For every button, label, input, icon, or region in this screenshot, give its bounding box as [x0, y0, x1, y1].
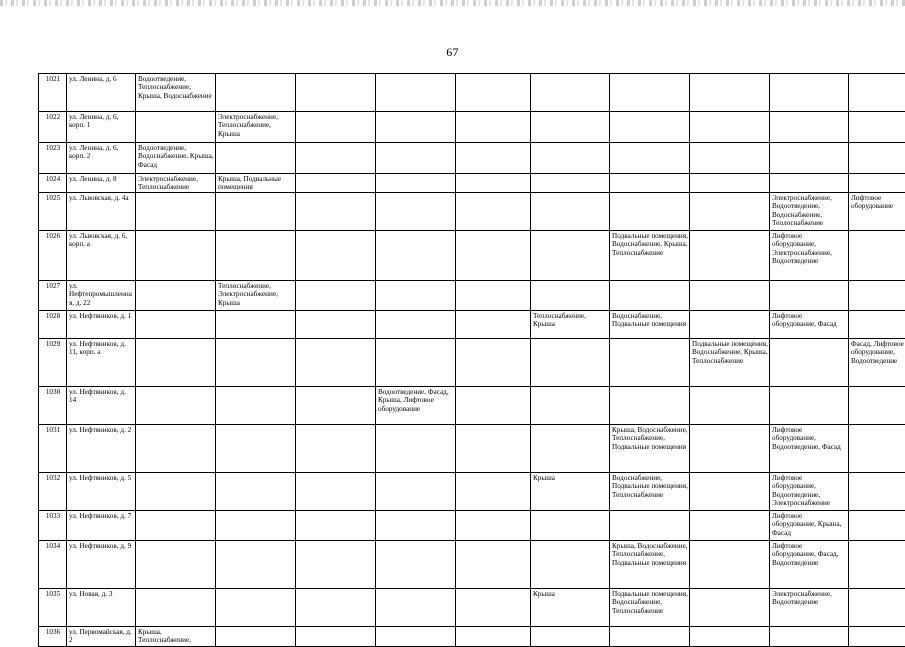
work-type-cell [770, 143, 849, 174]
work-type-cell [376, 112, 456, 143]
work-type-cell: Электроснабжение, Водоотведение [770, 588, 849, 626]
work-type-cell [690, 280, 770, 310]
table-row [39, 230, 905, 280]
work-type-cell: Лифтовое оборудование, Фасад [770, 310, 849, 338]
work-type-cell [690, 310, 770, 338]
work-type-cell [216, 230, 296, 280]
work-type-cell [376, 192, 456, 230]
page-number: 67 [0, 45, 905, 60]
row-number: 1036 [39, 626, 67, 646]
table-row [39, 74, 905, 112]
table-row [39, 112, 905, 143]
work-type-cell [296, 280, 376, 310]
work-type-cell [456, 540, 531, 588]
work-type-cell [690, 626, 770, 646]
work-type-cell [531, 192, 610, 230]
work-type-cell: Теплоснабжение, Электроснабжение, Крыша [216, 280, 296, 310]
work-type-cell: Электроснабжение, Теплоснабжение, Крыша [216, 112, 296, 143]
table-row [39, 192, 905, 230]
address-cell: ул. Первомайская, д. 2 [67, 626, 136, 646]
work-type-cell: Крыша, Водоснабжение, Теплоснабжение, Подвальные помещения [610, 424, 690, 472]
row-number: 1023 [39, 143, 67, 174]
work-type-cell [296, 338, 376, 386]
row-number: 1022 [39, 112, 67, 143]
work-type-cell [296, 310, 376, 338]
work-type-cell [456, 472, 531, 510]
work-type-cell [849, 472, 905, 510]
row-number: 1030 [39, 386, 67, 424]
work-type-cell: Крыша [531, 472, 610, 510]
work-type-cell [690, 112, 770, 143]
work-type-cell: Лифтовое оборудование [849, 192, 905, 230]
work-type-cell [136, 112, 216, 143]
row-number: 1031 [39, 424, 67, 472]
work-type-cell [376, 280, 456, 310]
work-type-cell [376, 510, 456, 540]
work-type-cell [376, 540, 456, 588]
work-type-cell [849, 588, 905, 626]
table-row [39, 280, 905, 310]
work-type-cell [456, 230, 531, 280]
work-type-cell: Подвальные помещения, Водоснабжение, Крыша, Теплоснабжение [610, 230, 690, 280]
work-type-cell [296, 626, 376, 646]
work-type-cell: Подвальные помещения, Водоснабжение, Теплоснабжение [610, 588, 690, 626]
work-type-cell [531, 280, 610, 310]
table-row [39, 510, 905, 540]
work-type-cell [849, 74, 905, 112]
work-type-cell [296, 143, 376, 174]
address-cell: ул. Нефтяников, д. 5 [67, 472, 136, 510]
work-type-cell: Водоотведение, Теплоснабжение, Крыша, Водоснабжение [136, 74, 216, 112]
work-type-cell [770, 174, 849, 193]
capital-repair-table [38, 73, 905, 647]
address-cell: ул. Нефтяников, д. 2 [67, 424, 136, 472]
work-type-cell [849, 174, 905, 193]
work-type-cell [770, 74, 849, 112]
work-type-cell [770, 338, 849, 386]
work-type-cell [376, 472, 456, 510]
work-type-cell [456, 310, 531, 338]
work-type-cell [610, 338, 690, 386]
work-type-cell [690, 540, 770, 588]
address-cell: ул. Львовская, д. 4а [67, 192, 136, 230]
work-type-cell: Водоснабжение, Подвальные помещения, Теплоснабжение [610, 472, 690, 510]
work-type-cell: Фасад, Лифтовое оборудование, Водоотведение [849, 338, 905, 386]
address-cell: ул. Нефтяников, д. 14 [67, 386, 136, 424]
work-type-cell [531, 112, 610, 143]
work-type-cell [376, 626, 456, 646]
work-type-cell [136, 540, 216, 588]
work-type-cell [456, 626, 531, 646]
work-type-cell: Водоотведение, Водоснабжение, Крыша, Фасад [136, 143, 216, 174]
work-type-cell [216, 386, 296, 424]
work-type-cell [849, 386, 905, 424]
work-type-cell [376, 174, 456, 193]
work-type-cell [690, 510, 770, 540]
work-type-cell [456, 174, 531, 193]
table-row [39, 338, 905, 386]
work-type-cell [849, 112, 905, 143]
work-type-cell [136, 280, 216, 310]
work-type-cell [136, 424, 216, 472]
work-type-cell [610, 174, 690, 193]
work-type-cell [531, 230, 610, 280]
work-type-cell [690, 143, 770, 174]
address-cell: ул. Новая, д. 3 [67, 588, 136, 626]
work-type-cell: Лифтовое оборудование, Водоотведение, Электроснабжение [770, 472, 849, 510]
work-type-cell: Лифтовое оборудование, Крыша, Фасад [770, 510, 849, 540]
work-type-cell: Лифтовое оборудование, Водоотведение, Фасад [770, 424, 849, 472]
address-cell: ул. Нефтяников, д. 9 [67, 540, 136, 588]
work-type-cell: Лифтовое оборудование, Электроснабжение, Водоотведение [770, 230, 849, 280]
work-type-cell [216, 338, 296, 386]
work-type-cell [136, 510, 216, 540]
table-row [39, 540, 905, 588]
work-type-cell: Электроснабжение, Теплоснабжение [136, 174, 216, 193]
work-type-cell [531, 626, 610, 646]
table-row [39, 174, 905, 193]
row-number: 1025 [39, 192, 67, 230]
work-type-cell [610, 386, 690, 424]
table-row [39, 424, 905, 472]
address-cell: ул. Нефтяников, д. 11, корп. а [67, 338, 136, 386]
work-type-cell [456, 280, 531, 310]
work-type-cell [849, 510, 905, 540]
work-type-cell [376, 338, 456, 386]
work-type-cell [456, 588, 531, 626]
work-type-cell [216, 310, 296, 338]
work-type-cell [531, 174, 610, 193]
work-type-cell [531, 386, 610, 424]
work-type-cell: Лифтовое оборудование, Фасад, Водоотведение [770, 540, 849, 588]
work-type-cell [136, 230, 216, 280]
work-type-cell [690, 424, 770, 472]
work-type-cell [610, 626, 690, 646]
work-type-cell [216, 588, 296, 626]
work-type-cell [216, 626, 296, 646]
work-type-cell [610, 280, 690, 310]
work-type-cell [216, 143, 296, 174]
address-cell: ул. Нефтепромышленная, д. 22 [67, 280, 136, 310]
address-cell: ул. Ленина, д. 6, корп. 2 [67, 143, 136, 174]
work-type-cell [770, 626, 849, 646]
work-type-cell [770, 386, 849, 424]
work-type-cell [296, 192, 376, 230]
work-type-cell [610, 510, 690, 540]
work-type-cell [136, 192, 216, 230]
table-row [39, 143, 905, 174]
work-type-cell [690, 174, 770, 193]
work-type-cell [610, 112, 690, 143]
work-type-cell [376, 588, 456, 626]
address-cell: ул. Нефтяников, д. 7 [67, 510, 136, 540]
work-type-cell [456, 424, 531, 472]
work-type-cell [216, 540, 296, 588]
table-row [39, 310, 905, 338]
address-cell: ул. Ленина, д. 6 [67, 74, 136, 112]
work-type-cell [136, 310, 216, 338]
work-type-cell [849, 424, 905, 472]
work-type-cell [456, 112, 531, 143]
row-number: 1027 [39, 280, 67, 310]
work-type-cell: Крыша, Теплоснабжение, [136, 626, 216, 646]
work-type-cell [610, 143, 690, 174]
work-type-cell [531, 338, 610, 386]
row-number: 1028 [39, 310, 67, 338]
work-type-cell [216, 472, 296, 510]
work-type-cell: Электроснабжение, Водоотведение, Водоснабжение, Теплоснабжение [770, 192, 849, 230]
work-type-cell [770, 280, 849, 310]
work-type-cell: Крыша, Водоснабжение, Теплоснабжение, Подвальные помещения [610, 540, 690, 588]
work-type-cell: Крыша, Подвальные помещения [216, 174, 296, 193]
work-type-cell [296, 588, 376, 626]
work-type-cell [136, 386, 216, 424]
work-type-cell [296, 112, 376, 143]
work-type-cell [690, 386, 770, 424]
work-type-cell [531, 424, 610, 472]
row-number: 1032 [39, 472, 67, 510]
work-type-cell [610, 74, 690, 112]
work-type-cell [456, 192, 531, 230]
address-cell: ул. Ленина, д. 8 [67, 174, 136, 193]
work-type-cell [690, 192, 770, 230]
work-type-cell [770, 112, 849, 143]
work-type-cell [456, 510, 531, 540]
work-type-cell [531, 540, 610, 588]
row-number: 1034 [39, 540, 67, 588]
work-type-cell [849, 280, 905, 310]
work-type-cell [849, 143, 905, 174]
work-type-cell [376, 74, 456, 112]
work-type-cell: Крыша [531, 588, 610, 626]
work-type-cell [456, 338, 531, 386]
work-type-cell [531, 143, 610, 174]
table-row [39, 626, 905, 646]
row-number: 1033 [39, 510, 67, 540]
work-type-cell [296, 472, 376, 510]
work-type-cell [376, 230, 456, 280]
work-type-cell [296, 230, 376, 280]
work-type-cell [296, 510, 376, 540]
work-type-cell [376, 424, 456, 472]
work-type-cell [296, 174, 376, 193]
work-type-cell: Теплоснабжение, Крыша [531, 310, 610, 338]
work-type-cell [216, 74, 296, 112]
work-type-cell [690, 230, 770, 280]
address-cell: ул. Нефтяников, д. 1 [67, 310, 136, 338]
scan-edge-artifact [0, 0, 905, 6]
work-type-cell [690, 74, 770, 112]
table-row [39, 472, 905, 510]
row-number: 1026 [39, 230, 67, 280]
work-type-cell: Водоснабжение, Подвальные помещения [610, 310, 690, 338]
work-type-cell [216, 510, 296, 540]
work-type-cell [690, 472, 770, 510]
work-type-cell [296, 424, 376, 472]
work-type-cell [216, 424, 296, 472]
work-type-cell [456, 143, 531, 174]
work-type-cell [531, 510, 610, 540]
table-row [39, 588, 905, 626]
work-type-cell [610, 192, 690, 230]
work-type-cell [531, 74, 610, 112]
work-type-cell [136, 588, 216, 626]
work-type-cell [849, 626, 905, 646]
work-type-cell [296, 540, 376, 588]
work-type-cell [216, 192, 296, 230]
work-type-cell [849, 230, 905, 280]
work-type-cell [456, 74, 531, 112]
work-type-cell [849, 540, 905, 588]
row-number: 1029 [39, 338, 67, 386]
work-type-cell: Водоотведение, Фасад, Крыша, Лифтовое оборудование [376, 386, 456, 424]
table-row [39, 386, 905, 424]
work-type-cell [136, 472, 216, 510]
work-type-cell [849, 310, 905, 338]
row-number: 1035 [39, 588, 67, 626]
row-number: 1024 [39, 174, 67, 193]
row-number: 1021 [39, 74, 67, 112]
work-type-cell [690, 588, 770, 626]
work-type-cell [456, 386, 531, 424]
work-type-cell: Подвальные помещения, Водоснабжение, Крыша, Теплоснабжение [690, 338, 770, 386]
work-type-cell [296, 74, 376, 112]
work-type-cell [136, 338, 216, 386]
address-cell: ул. Львовская, д. 6, корп. а [67, 230, 136, 280]
work-type-cell [376, 143, 456, 174]
work-type-cell [376, 310, 456, 338]
work-type-cell [296, 386, 376, 424]
address-cell: ул. Ленина, д. 6, корп. 1 [67, 112, 136, 143]
